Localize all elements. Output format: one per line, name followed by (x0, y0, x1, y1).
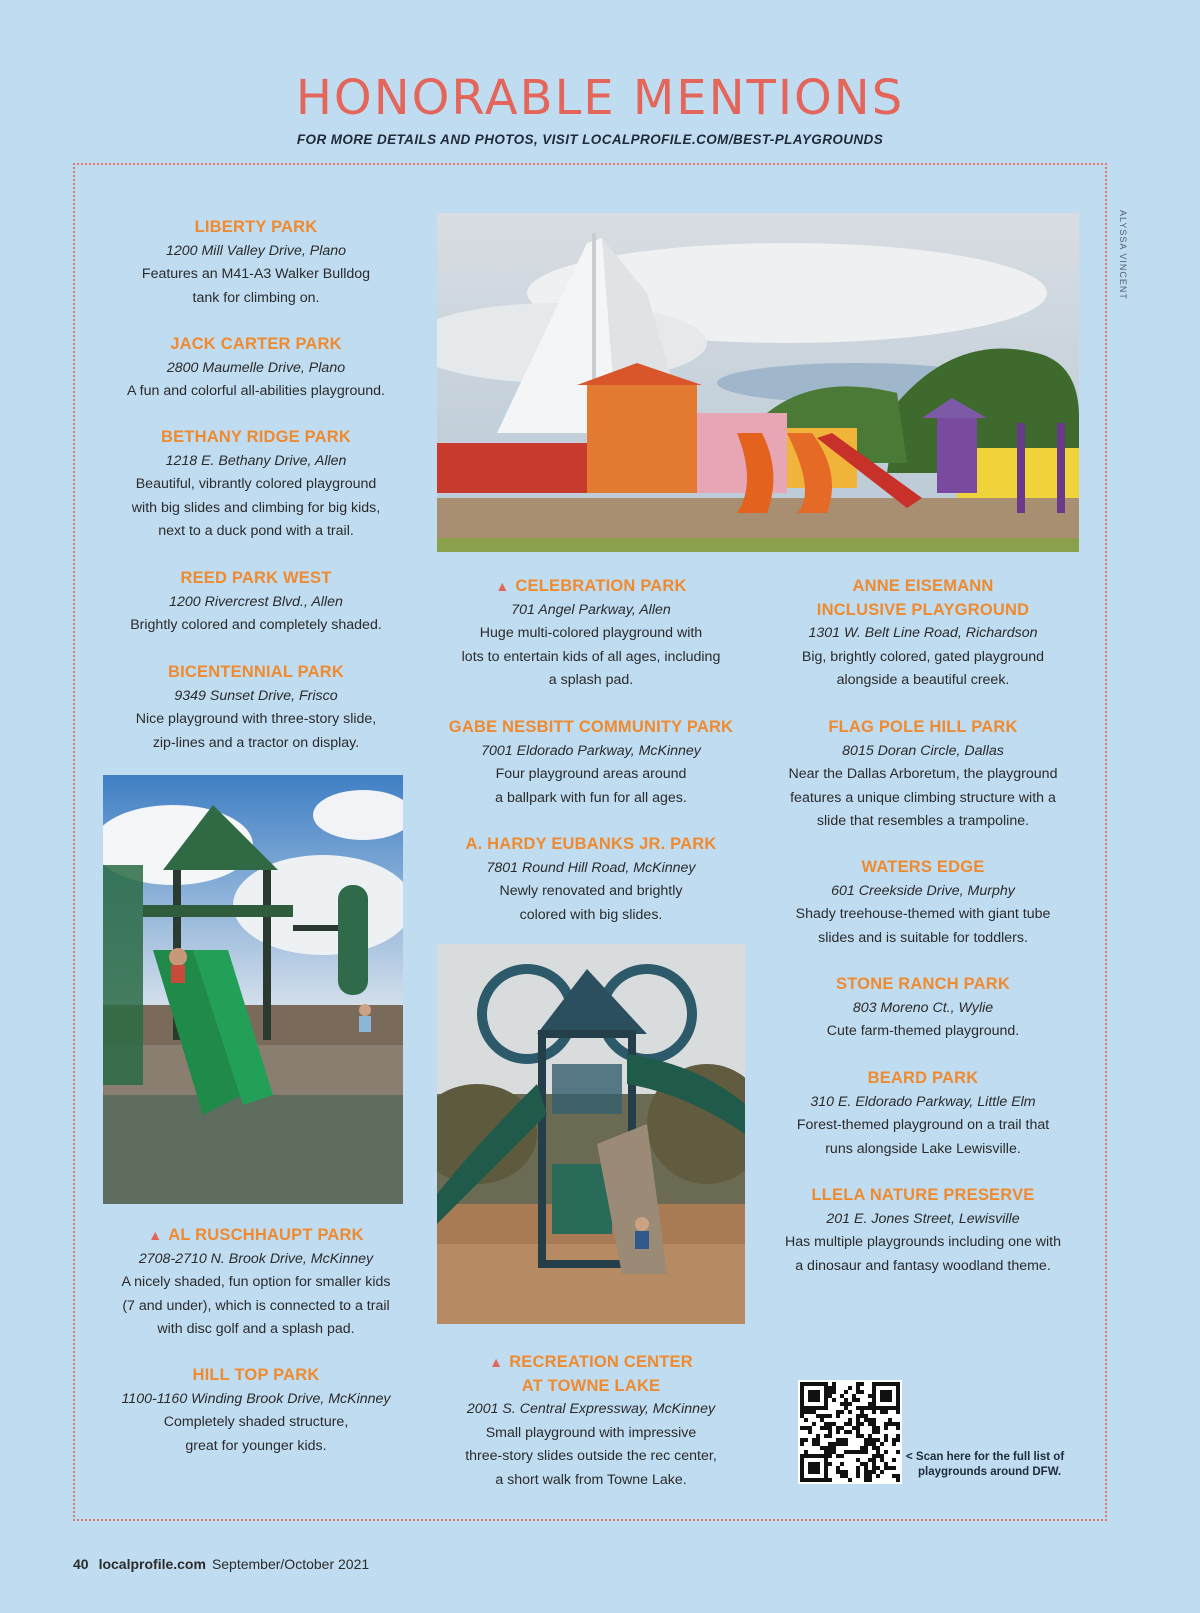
qr-caption-line: < Scan here for the full list of (906, 1451, 1065, 1463)
park-desc-line: Nice playground with three-story slide, (135, 711, 377, 727)
park-entry (432, 716, 750, 810)
park-desc-line: runs alongside Lake Lewisville. (825, 1140, 1021, 1157)
photo-credit: ALYSSA VINCENT (1118, 210, 1128, 300)
park-desc-line: Has multiple playgrounds including one with (784, 1234, 1062, 1250)
park-desc-line: a ballpark with fun for all ages. (495, 789, 687, 806)
park-name: ▲ AL RUSCHHAUPT PARK (148, 1226, 364, 1244)
park-entry (763, 1184, 1083, 1278)
park-desc-line: A fun and colorful all-abilities playground. (127, 383, 385, 399)
park-desc-line: Brightly colored and completely shaded. (130, 617, 382, 633)
park-name: STONE RANCH PARK (835, 975, 1011, 993)
park-address: 2800 Maumelle Drive, Plano (166, 359, 346, 376)
park-desc-line: Big, brightly colored, gated playground (801, 648, 1045, 665)
photo-tower-climbing-playground (437, 944, 745, 1324)
park-entry (763, 856, 1083, 950)
park-name: FLAG POLE HILL PARK (828, 718, 1018, 736)
park-name: A. HARDY EUBANKS JR. PARK (465, 835, 717, 853)
park-name-line2: INCLUSIVE PLAYGROUND (816, 600, 1030, 619)
park-desc-line: Shady treehouse-themed with giant tube (795, 906, 1051, 922)
park-address: 1301 W. Belt Line Road, Richardson (808, 625, 1038, 641)
page-title: HONORABLE MENTIONS (295, 70, 905, 126)
park-name: LIBERTY PARK (194, 218, 318, 236)
park-desc-line: Newly renovated and brightly (499, 883, 683, 899)
park-address: 1200 Mill Valley Drive, Plano (165, 242, 347, 259)
park-desc-line: Completely shaded structure, (163, 1414, 349, 1430)
marker-triangle-icon: ▲ (489, 1354, 504, 1370)
park-address: 2708-2710 N. Brook Drive, McKinney (138, 1250, 374, 1267)
park-name: BETHANY RIDGE PARK (160, 428, 351, 446)
park-entry (100, 333, 412, 404)
park-desc-line: a dinosaur and fantasy woodland theme. (795, 1257, 1051, 1274)
park-name: WATERS EDGE (861, 858, 985, 876)
park-desc-line: Cute farm-themed playground. (826, 1023, 1020, 1039)
park-desc-line: Beautiful, vibrantly colored playground (135, 476, 377, 492)
park-address: 803 Moreno Ct., Wylie (852, 999, 994, 1016)
park-desc-line: alongside a beautiful creek. (836, 672, 1010, 688)
park-address: 9349 Sunset Drive, Frisco (174, 687, 338, 704)
park-name: HILL TOP PARK (192, 1366, 320, 1384)
park-address: 1200 Rivercrest Blvd., Allen (169, 593, 343, 610)
park-entry (432, 575, 750, 693)
park-address: 1100-1160 Winding Brook Drive, McKinney (121, 1390, 391, 1407)
park-desc-line: zip-lines and a tractor on display. (152, 734, 360, 751)
park-desc-line: Huge multi-colored playground with (479, 625, 703, 641)
park-name: ANNE EISEMANN (852, 577, 994, 595)
park-entry (763, 973, 1083, 1044)
park-desc-line: slide that resembles a trampoline. (816, 813, 1030, 829)
park-desc-line: next to a duck pond with a trail. (158, 523, 354, 539)
photo-green-slide-playground (103, 775, 403, 1204)
park-entry (100, 567, 412, 638)
park-entry (100, 1224, 412, 1342)
park-address: 7001 Eldorado Parkway, McKinney (481, 742, 701, 759)
park-desc-line: Small playground with impressive (485, 1424, 697, 1441)
park-address: 310 E. Eldorado Parkway, Little Elm (810, 1093, 1036, 1110)
park-name: GABE NESBITT COMMUNITY PARK (448, 718, 734, 736)
park-desc-line: A nicely shaded, fun option for smaller kids (121, 1274, 391, 1290)
park-entry (763, 1067, 1083, 1161)
page-number: 40 (73, 1556, 89, 1572)
park-entry (100, 216, 412, 310)
park-desc-line: tank for climbing on. (192, 289, 320, 306)
park-desc-line: with disc golf and a splash pad. (157, 1321, 355, 1337)
page-subtitle: FOR MORE DETAILS AND PHOTOS, VISIT LOCALPROFILE.COM/BEST-PLAYGROUNDS (296, 132, 884, 147)
park-desc-line: slides and is suitable for toddlers. (818, 929, 1028, 946)
footer-issue: September/October 2021 (211, 1556, 370, 1572)
park-name: JACK CARTER PARK (170, 335, 342, 353)
park-desc-line: Four playground areas around (495, 766, 687, 782)
footer-site: localprofile.com (98, 1556, 206, 1572)
marker-triangle-icon: ▲ (495, 578, 510, 594)
photo-celebration-park-playground (437, 213, 1079, 552)
park-desc-line: with big slides and climbing for big kids, (131, 499, 381, 516)
park-address: 601 Creekside Drive, Murphy (831, 882, 1015, 899)
park-address: 701 Angel Parkway, Allen (511, 601, 671, 618)
park-name: REED PARK WEST (180, 569, 332, 587)
park-entry (100, 1364, 412, 1458)
park-name: ▲ RECREATION CENTER (489, 1353, 693, 1371)
qr-caption-line: playgrounds around DFW. (918, 1466, 1062, 1478)
park-desc-line: a short walk from Towne Lake. (495, 1471, 687, 1488)
park-address: 2001 S. Central Expressway, McKinney (466, 1401, 716, 1417)
park-desc-line: Features an M41-A3 Walker Bulldog (141, 266, 371, 282)
qr-code[interactable] (798, 1380, 902, 1484)
park-address: 1218 E. Bethany Drive, Allen (165, 452, 347, 469)
park-desc-line: lots to entertain kids of all ages, including (461, 648, 721, 665)
park-name: BEARD PARK (867, 1069, 979, 1087)
park-entry (100, 426, 412, 544)
page-footer (73, 1556, 369, 1572)
park-name: ▲ CELEBRATION PARK (495, 577, 687, 595)
park-name-line2: AT TOWNE LAKE (521, 1376, 661, 1395)
park-desc-line: Forest-themed playground on a trail that (796, 1117, 1050, 1133)
park-desc-line: Near the Dallas Arboretum, the playground (788, 766, 1058, 782)
park-desc-line: great for younger kids. (185, 1437, 327, 1454)
park-address: 7801 Round Hill Road, McKinney (486, 859, 696, 876)
qr-caption (906, 1450, 1080, 1480)
park-entry (763, 716, 1083, 834)
park-entry (432, 1351, 750, 1492)
park-address: 201 E. Jones Street, Lewisville (826, 1210, 1020, 1227)
park-desc-line: a splash pad. (548, 672, 634, 688)
park-desc-line: colored with big slides. (519, 906, 663, 923)
park-desc-line: (7 and under), which is connected to a trail (122, 1297, 390, 1314)
park-address: 8015 Doran Circle, Dallas (842, 742, 1004, 759)
park-entry (763, 575, 1083, 693)
park-desc-line: features a unique climbing structure with a (790, 789, 1056, 806)
park-desc-line: three-story slides outside the rec center, (465, 1448, 717, 1464)
park-name: BICENTENNIAL PARK (167, 663, 345, 681)
park-entry (432, 833, 750, 927)
marker-triangle-icon: ▲ (148, 1227, 163, 1243)
park-name: LLELA NATURE PRESERVE (811, 1186, 1035, 1204)
park-entry (100, 661, 412, 755)
